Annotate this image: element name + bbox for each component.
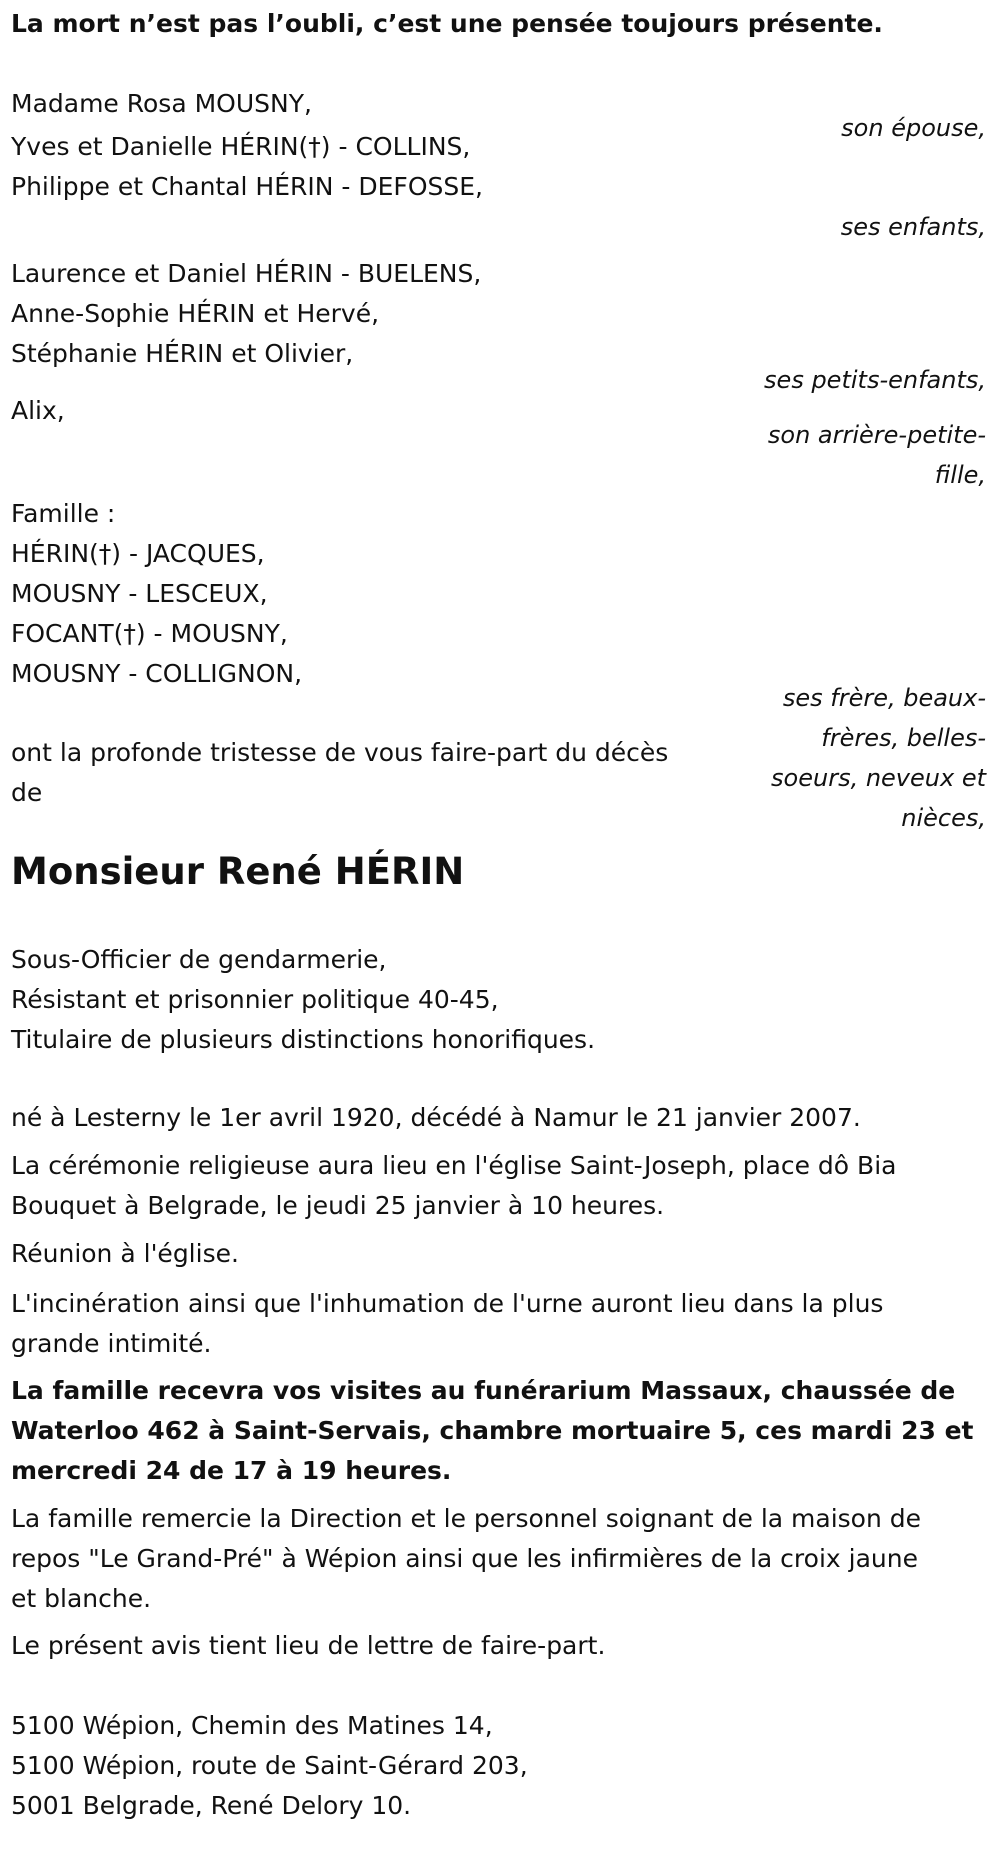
reunion-info — [11, 1234, 986, 1274]
notice-line: Le présent avis tient lieu de lettre de faire-part. — [11, 1631, 606, 1660]
incineration-line: L'incinération ainsi que l'inhumation de l'urne auront lieu dans la plus — [11, 1289, 884, 1318]
grandchild-line: Stéphanie HÉRIN et Olivier, — [11, 339, 354, 368]
extended-family-line: MOUSNY - LESCEUX, — [11, 579, 268, 608]
birth-death — [11, 1098, 986, 1138]
notice-info — [11, 1626, 986, 1666]
birth-death-line: né à Lesterny le 1er avril 1920, décédé à Namur le 21 janvier 2007. — [11, 1103, 861, 1132]
extended-family-line: Famille : — [11, 499, 116, 528]
role-line: nièces, — [901, 804, 986, 832]
extended-family-role — [726, 678, 986, 838]
extended-family-line: HÉRIN(†) - JACQUES, — [11, 539, 265, 568]
great-grandchild-block — [11, 391, 65, 431]
visits-line: mercredi 24 de 17 à 19 heures. — [11, 1456, 452, 1485]
role-line: ses frère, beaux- — [782, 684, 986, 712]
role-line: frères, belles- — [821, 724, 986, 752]
incineration-line: grande intimité. — [11, 1329, 212, 1358]
extended-family-line: FOCANT(†) - MOUSNY, — [11, 619, 288, 648]
deceased-titles — [11, 940, 595, 1060]
visits-info — [11, 1371, 986, 1491]
thanks-info — [11, 1499, 986, 1619]
spouse-name-block — [11, 84, 312, 124]
role-line: son arrière-petite- — [767, 421, 986, 449]
visits-line: Waterloo 462 à Saint-Servais, chambre mortuaire 5, ces mardi 23 et — [11, 1416, 974, 1445]
address-line: 5100 Wépion, route de Saint-Gérard 203, — [11, 1751, 528, 1780]
spouse-role: son épouse, — [841, 114, 986, 142]
title-line: Résistant et prisonnier politique 40-45, — [11, 985, 499, 1014]
thanks-line: La famille remercie la Direction et le personnel soignant de la maison de — [11, 1504, 922, 1533]
incineration-info — [11, 1284, 986, 1364]
great-grandchild-role — [726, 415, 986, 495]
thanks-line: et blanche. — [11, 1584, 152, 1613]
announcement-line: de — [11, 778, 43, 807]
grandchild-line: Anne-Sophie HÉRIN et Hervé, — [11, 299, 380, 328]
announcement-line: ont la profonde tristesse de vous faire-part du décès — [11, 738, 669, 767]
thanks-line: repos "Le Grand-Pré" à Wépion ainsi que les infirmières de la croix jaune — [11, 1544, 918, 1573]
address-line: 5100 Wépion, Chemin des Matines 14, — [11, 1711, 493, 1740]
spouse-name: Madame Rosa MOUSNY, — [11, 89, 312, 118]
addresses — [11, 1706, 986, 1826]
grandchild-line: Laurence et Daniel HÉRIN - BUELENS, — [11, 259, 482, 288]
children-role: ses enfants, — [840, 213, 986, 241]
role-line: fille, — [934, 461, 986, 489]
child-line: Yves et Danielle HÉRIN(†) - COLLINS, — [11, 132, 471, 161]
title-line: Sous-Officier de gendarmerie, — [11, 945, 387, 974]
extended-family-list — [11, 494, 302, 694]
children-list — [11, 127, 483, 207]
address-line: 5001 Belgrade, René Delory 10. — [11, 1791, 412, 1820]
child-line: Philippe et Chantal HÉRIN - DEFOSSE, — [11, 172, 483, 201]
ceremony-line: La cérémonie religieuse aura lieu en l'église Saint-Joseph, place dô Bia — [11, 1151, 897, 1180]
great-grandchild-name: Alix, — [11, 396, 65, 425]
announcement — [11, 733, 668, 813]
ceremony-line: Bouquet à Belgrade, le jeudi 25 janvier à 10 heures. — [11, 1191, 665, 1220]
reunion-line: Réunion à l'église. — [11, 1239, 239, 1268]
visits-line: La famille recevra vos visites au funérarium Massaux, chaussée de — [11, 1376, 956, 1405]
role-line: soeurs, neveux et — [771, 764, 986, 792]
extended-family-line: MOUSNY - COLLIGNON, — [11, 659, 303, 688]
grandchildren-list — [11, 254, 481, 374]
ceremony-info — [11, 1146, 986, 1226]
title-line: Titulaire de plusieurs distinctions honorifiques. — [11, 1025, 596, 1054]
grandchildren-role: ses petits-enfants, — [764, 366, 986, 394]
motto: La mort n’est pas l’oubli, c’est une pensée toujours présente. — [11, 9, 883, 38]
deceased-name: Monsieur René HÉRIN — [11, 850, 465, 893]
